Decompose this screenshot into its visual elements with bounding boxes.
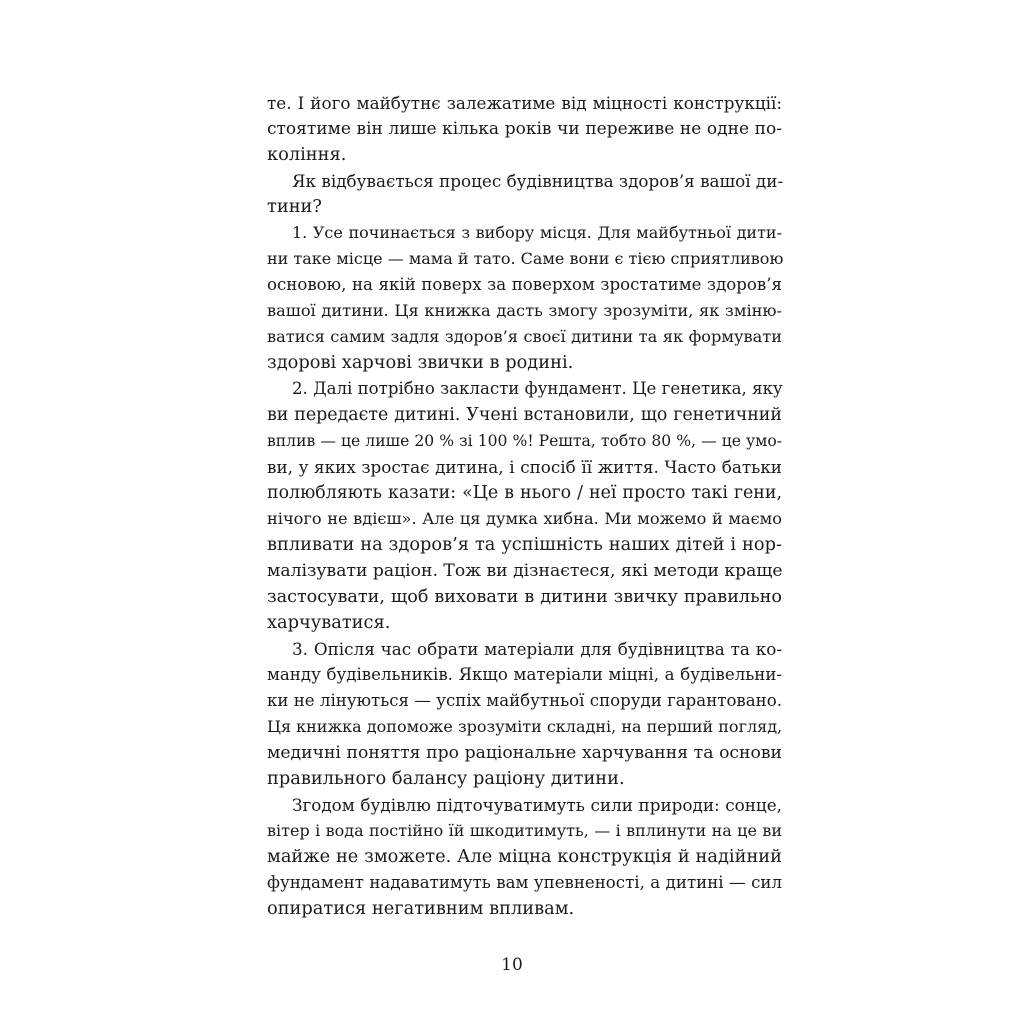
- text-line: ви передаєте дитині. Учені встановили, що генетичний: [267, 405, 782, 425]
- text-line: 1. Усе починається з вибору місця. Для майбутньої дити-: [292, 223, 782, 242]
- text-line: 2. Далі потрібно закласти фундамент. Це генетика, яку: [292, 379, 783, 398]
- text-line: стоятиме він лише кілька років чи переживе не одне по-: [267, 119, 782, 139]
- text-line: основою, на якій поверх за поверхом зростатиме здоров’я: [267, 275, 782, 294]
- text-line: Як відбувається процес будівництва здоров’я вашої ди-: [292, 171, 784, 191]
- text-line: здорові харчові звички в родині.: [267, 352, 574, 373]
- text-line: Ця книжка допоможе зрозуміти складні, на перший погляд,: [267, 717, 783, 736]
- text-line: вплив — це лише 20 % зі 100 %! Решта, тобто 80 %, — це умо-: [267, 432, 782, 450]
- text-line: фундамент надаватимуть вам упевненості, а дитині — сил: [267, 873, 782, 892]
- text-line: харчуватися.: [267, 612, 391, 633]
- text-line: правильного балансу раціону дитини.: [267, 768, 625, 789]
- text-line: те. І його майбутнє залежатиме від міцності конструкції:: [267, 93, 782, 113]
- text-line: малізувати раціон. Тож ви дізнаєтеся, які методи краще: [267, 561, 783, 581]
- text-line: тини?: [267, 196, 322, 217]
- text-line: медичні поняття про раціональне харчування та основи: [267, 743, 782, 763]
- text-line: полюбляють казати: «Це в нього / неї просто такі гени,: [267, 483, 782, 503]
- text-line: вашої дитини. Ця книжка дасть змогу зрозуміти, як зміню-: [267, 301, 782, 320]
- text-line: опиратися негативним впливам.: [267, 898, 575, 919]
- text-line: ки не лінуються — успіх майбутньої споруди гарантовано.: [267, 691, 782, 710]
- body-text: [267, 90, 782, 922]
- text-line: впливати на здоров’я та успішність наших дітей і нор-: [267, 534, 782, 555]
- text-line: 3. Опісля час обрати матеріали для будівництва та ко-: [292, 639, 782, 659]
- text-line: вітер і вода постійно їй шкодитимуть, — і вплинути на це ви: [267, 821, 782, 840]
- text-line: манду будівельників. Якщо матеріали міцні, а будівельни-: [267, 665, 782, 684]
- text-line: ватися самим задля здоров’я своєї дитини та як формувати: [267, 327, 782, 346]
- text-line: коління.: [267, 144, 347, 165]
- text-line: нічого не вдієш». Але ця думка хибна. Ми можемо й маємо: [267, 509, 782, 528]
- page-number: 10: [501, 955, 523, 975]
- text-line: майже не зможете. Але міцна конструкція й надійний: [267, 846, 782, 867]
- text-line: ви, у яких зростає дитина, і спосіб її життя. Часто батьки: [267, 457, 782, 477]
- text-line: Згодом будівлю підточуватимуть сили природи: сонце,: [292, 795, 782, 815]
- text-line: застосувати, щоб виховати в дитини звичку правильно: [267, 587, 782, 607]
- text-line: ни таке місце — мама й тато. Саме вони є тією сприятливою: [267, 249, 784, 268]
